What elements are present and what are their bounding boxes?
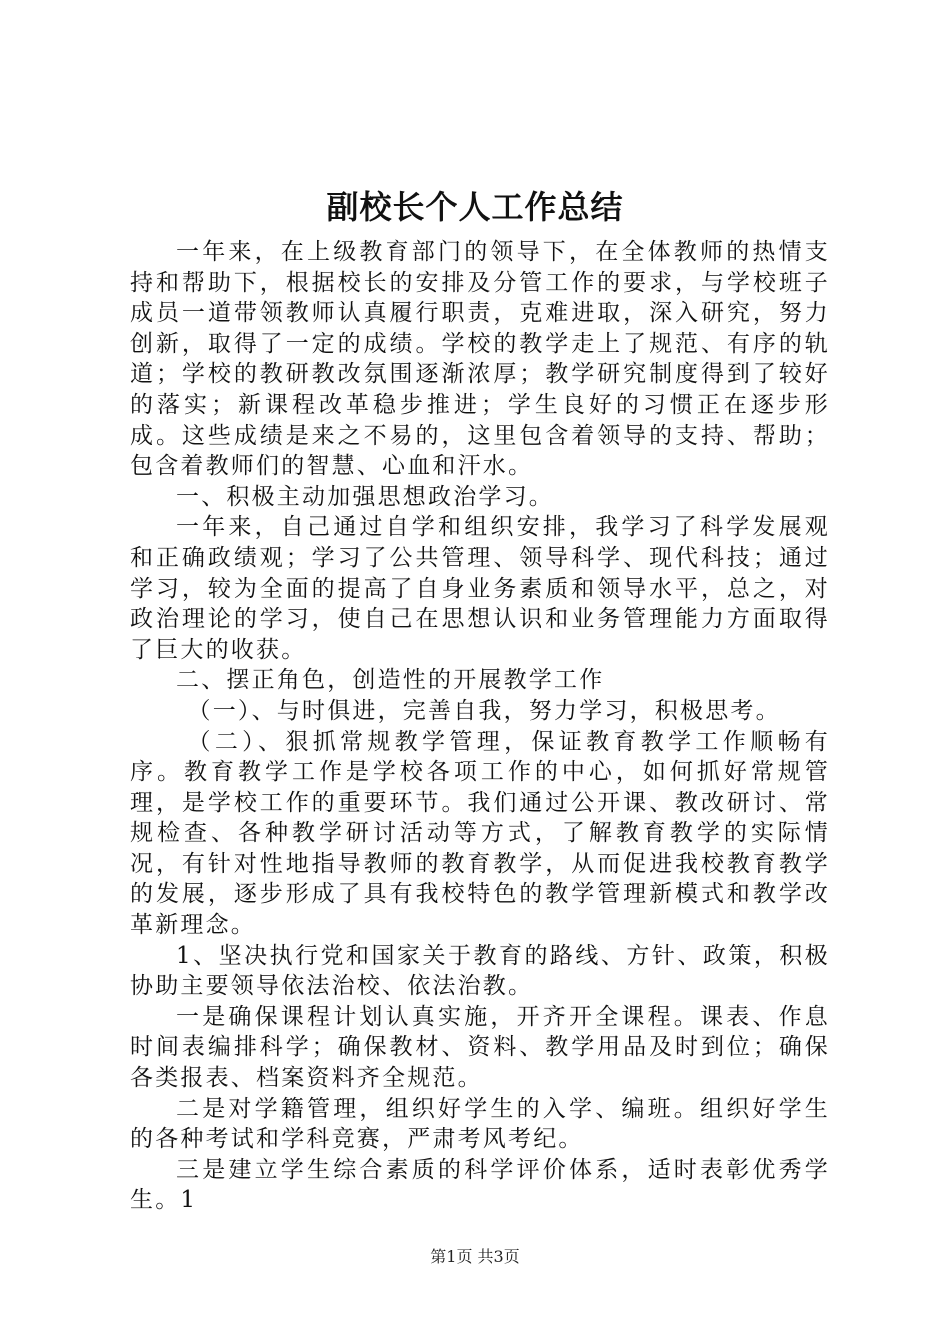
paragraph-point-1: 一是确保课程计划认真实施，开齐开全课程。课表、作息时间表编排科学；确保教材、资料、教学用品及时到位；确保各类报表、档案资料齐全规范。 bbox=[130, 1003, 830, 1092]
paragraph-study: 一年来，自己通过自学和组织安排，我学习了科学发展观和正确政绩观；学习了公共管理、领导科学、现代科技；通过学习，较为全面的提高了自身业务素质和领导水平，总之，对政治理论的学习，使自己在思想认识和业务管理能力方面取得了巨大的收获。 bbox=[130, 514, 830, 663]
paragraph-point-3: 三是建立学生综合素质的科学评价体系，适时表彰优秀学生。1 bbox=[130, 1156, 830, 1214]
subsection-paragraph-2: （二）、狠抓常规教学管理，保证教育教学工作顺畅有序。教育教学工作是学校各项工作的中心，如何抓好常规管理，是学校工作的重要环节。我们通过公开课、教改研讨、常规检查、各种教学研讨活动等方式，了解教育教学的实际情况，有针对性地指导教师的教育教学，从而促进我校教育教学的发展，逐步形成了具有我校特色的教学管理新模式和教学改革新理念。 bbox=[130, 728, 830, 939]
page-number-footer: 第1页 共3页 bbox=[430, 1247, 520, 1266]
paragraph-point-2: 二是对学籍管理，组织好学生的入学、编班。组织好学生的各种考试和学科竞赛，严肃考风考纪。 bbox=[130, 1095, 830, 1153]
document-body bbox=[130, 237, 830, 1216]
section-heading-2: 二、摆正角色，创造性的开展教学工作 bbox=[176, 667, 605, 694]
section-heading-1: 一、积极主动加强思想政治学习。 bbox=[176, 483, 554, 510]
subsection-heading-1: （一）、与时俱进，完善自我，努力学习，积极思考。 bbox=[187, 697, 781, 724]
document-title: 副校长个人工作总结 bbox=[326, 188, 624, 226]
paragraph-intro: 一年来，在上级教育部门的领导下，在全体教师的热情支持和帮助下，根据校长的安排及分管工作的要求，与学校班子成员一道带领教师认真履行职责，克难进取，深入研究，努力创新，取得了一定的成绩。学校的教学走上了规范、有序的轨道；学校的教研教改氛围逐渐浓厚；教学研究制度得到了较好的落实；新课程改革稳步推进；学生良好的习惯正在逐步形成。这些成绩是来之不易的，这里包含着领导的支持、帮助；包含着教师们的智慧、心血和汗水。 bbox=[130, 239, 830, 480]
list-item-1: 1、坚决执行党和国家关于教育的路线、方针、政策，积极协助主要领导依法治校、依法治教。 bbox=[130, 942, 830, 1000]
